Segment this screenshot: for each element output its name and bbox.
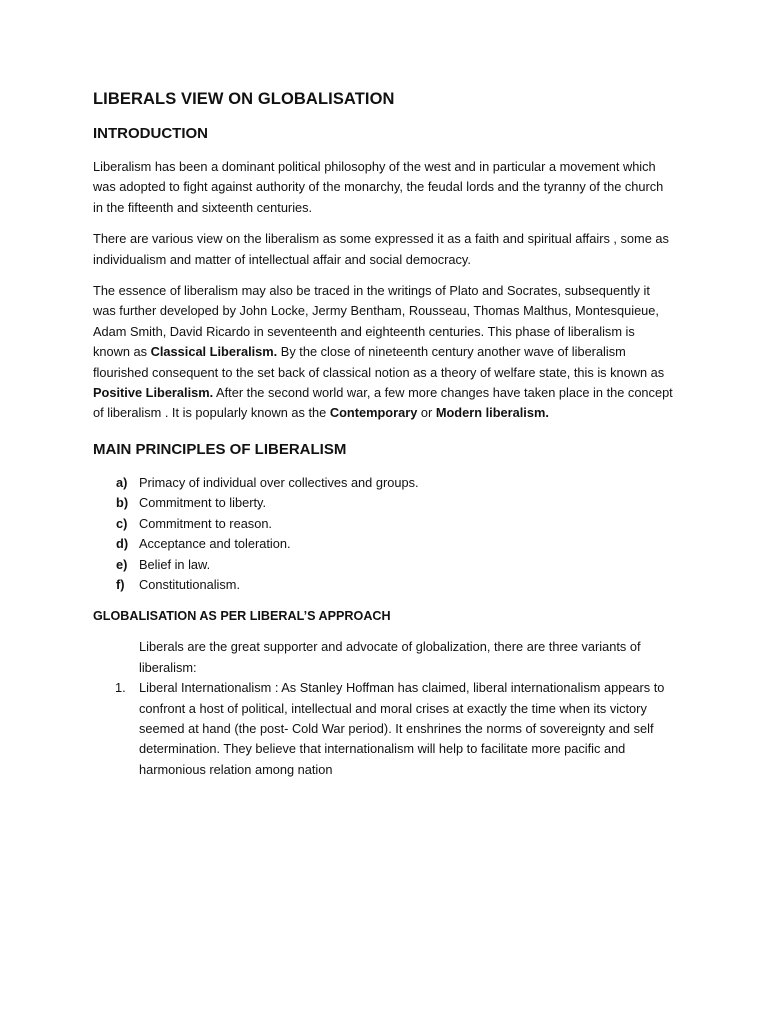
list-marker: b) [116, 495, 129, 511]
document-page [93, 88, 673, 780]
intro-p3-text-3: After the second world war, a few more changes have taken place in the concept of liberalism . It is popularly known as the [93, 385, 673, 421]
variants-list [93, 678, 673, 780]
principles-list [93, 473, 673, 595]
list-item [93, 678, 673, 780]
list-item [93, 534, 673, 554]
modern-liberalism-term: Modern liberalism. [435, 405, 549, 421]
list-item [93, 493, 673, 513]
intro-p3-text-4: or [417, 405, 436, 421]
list-item-text: Commitment to reason. [139, 515, 272, 531]
list-item-text: Belief in law. [139, 556, 211, 572]
list-marker: f) [116, 576, 125, 592]
classical-liberalism-term: Classical Liberalism. [150, 344, 278, 360]
list-item-text: Commitment to liberty. [139, 495, 267, 511]
list-item [93, 473, 673, 493]
positive-liberalism-term: Positive Liberalism. [93, 385, 214, 401]
list-marker: 1. [115, 680, 126, 696]
intro-paragraph-3 [93, 281, 673, 424]
list-marker: c) [116, 515, 128, 531]
list-marker: d) [116, 536, 129, 552]
globalisation-heading: GLOBALISATION AS PER LIBERAL’S APPROACH [93, 609, 391, 624]
list-item [93, 514, 673, 534]
list-item [93, 575, 673, 595]
list-item-text: Constitutionalism. [139, 576, 240, 592]
list-item-text: Liberal Internationalism : As Stanley Hoffman has claimed, liberal internationalism appears to confront a host of political, intellectual and moral crises at exactly the time when its victory seemed at hand (the post- Cold War period). It enshrines the norms of sovereignty and self determination. They believe that internationalism will help to facilitate more pacific and harmonious relation among nation [139, 680, 665, 777]
list-marker: a) [116, 474, 128, 490]
document-title: LIBERALS VIEW ON GLOBALISATION [93, 90, 395, 108]
globalisation-intro: Liberals are the great supporter and advocate of globalization, there are three variants of liberalism: [139, 639, 641, 675]
list-marker: e) [116, 556, 128, 572]
list-item [93, 555, 673, 575]
introduction-heading: INTRODUCTION [93, 125, 208, 142]
intro-paragraph-2: There are various view on the liberalism as some expressed it as a faith and spiritual affairs , some as individualism and matter of intellectual affair and social democracy. [93, 231, 669, 267]
intro-paragraph-1: Liberalism has been a dominant political philosophy of the west and in particular a movement which was adopted to fight against authority of the monarchy, the feudal lords and the tyranny of the church in the fifteenth and sixteenth centuries. [93, 159, 664, 215]
list-item-text: Primacy of individual over collectives and groups. [139, 474, 419, 490]
intro-p3-text-1: The essence of liberalism may also be traced in the writings of Plato and Socrates, subsequently it was further developed by John Locke, Jermy Bentham, Rousseau, Thomas Malthus, Montesquieue, Adam Smith, David Ricardo in seventeenth and eighteenth centuries. This phase of liberalism is known as [93, 283, 659, 360]
principles-heading: MAIN PRINCIPLES OF LIBERALISM [93, 440, 347, 458]
contemporary-term: Contemporary [329, 405, 418, 421]
intro-p3-text-2: By the close of nineteenth century another wave of liberalism flourished consequent to the set back of classical notion as a theory of welfare state, this is known as [93, 344, 665, 380]
list-item-text: Acceptance and toleration. [139, 536, 291, 552]
